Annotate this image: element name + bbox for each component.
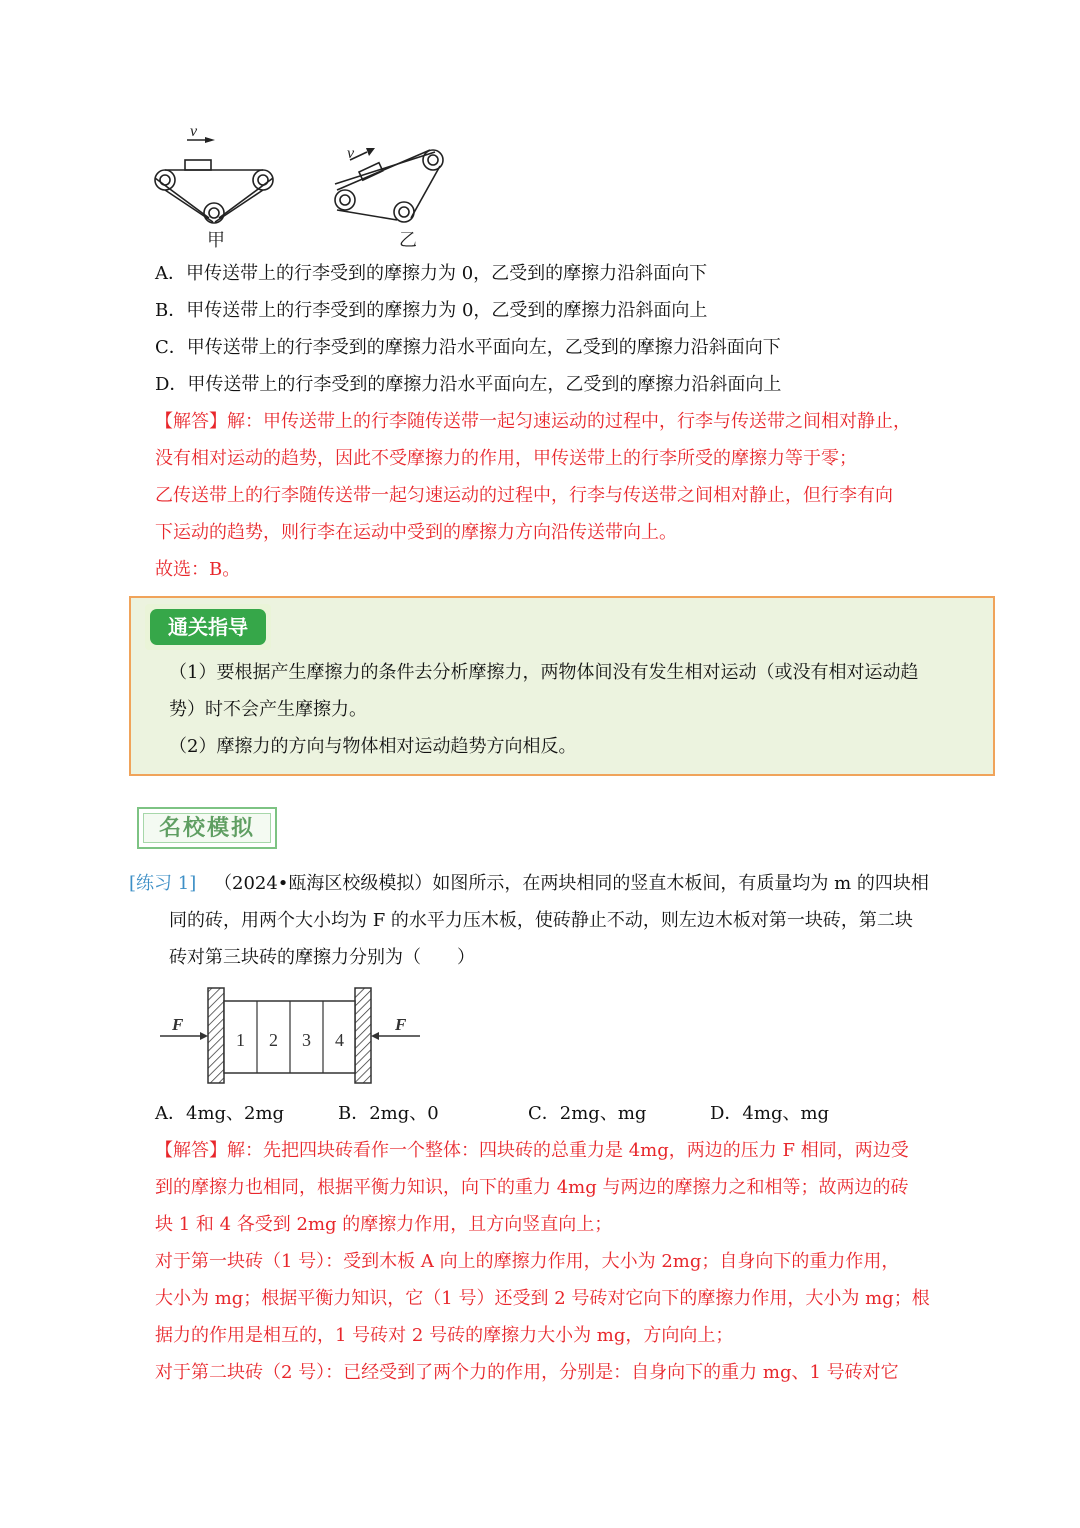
right-board — [355, 988, 371, 1083]
exercise-answer-line: 到的摩擦力也相同，根据平衡力知识，向下的重力 4mg 与两边的摩擦力之和相等；故两边的砖 — [155, 1177, 909, 1198]
option-d: D．甲传送带上的行李受到的摩擦力沿水平面向左，乙受到的摩擦力沿斜面向上 — [155, 374, 782, 395]
option-c: C．甲传送带上的行李受到的摩擦力沿水平面向左，乙受到的摩擦力沿斜面向下 — [155, 337, 781, 358]
label-jia: 甲 — [207, 230, 225, 250]
exercise-answer-line: 大小为 mg；根据平衡力知识，它（1 号）还受到 2 号砖对它向下的摩擦力作用，大小为 mg；根 — [155, 1288, 930, 1309]
exercise-option-d: D．4mg、mg — [710, 1103, 830, 1124]
exercise-answer-line: 【解答】解：先把四块砖看作一个整体：四块砖的总重力是 4mg，两边的压力 F 相同，两边受 — [155, 1140, 909, 1161]
force-right-label: F — [395, 1015, 407, 1034]
exercise-answer-line: 块 1 和 4 各受到 2mg 的摩擦力作用，且方向竖直向上； — [155, 1214, 613, 1235]
exercise-answer-line: 对于第一块砖（1 号）：受到木板 A 向上的摩擦力作用，大小为 2mg；自身向下的重力作用， — [155, 1251, 900, 1272]
conveyor-horizontal — [155, 137, 273, 223]
brick-label: 1 — [236, 1030, 245, 1050]
guide-line: （2）摩擦力的方向与物体相对运动趋势方向相反。 — [169, 736, 577, 757]
brick-label: 2 — [269, 1030, 278, 1050]
exercise-answer-line: 对于第二块砖（2 号）：已经受到了两个力的作用，分别是：自身向下的重力 mg、1 号砖对它 — [155, 1362, 899, 1383]
section-tag — [137, 807, 277, 849]
exercise-option-b: B．2mg、0 — [338, 1103, 439, 1124]
guide-tag — [145, 604, 271, 650]
answer-line: 下运动的趋势，则行李在运动中受到的摩擦力方向沿传送带向上。 — [155, 522, 677, 543]
left-board — [208, 988, 224, 1083]
exercise-option-c: C．2mg、mg — [528, 1103, 647, 1124]
brick-label: 3 — [302, 1030, 311, 1050]
answer-line: 没有相对运动的趋势，因此不受摩擦力的作用，甲传送带上的行李所受的摩擦力等于零； — [155, 448, 857, 469]
exercise-line: 砖对第三块砖的摩擦力分别为（ ） — [169, 947, 475, 968]
brick-label: 4 — [335, 1030, 344, 1050]
guide-line: （1）要根据产生摩擦力的条件去分析摩擦力，两物体间没有发生相对运动（或没有相对运动趋 — [169, 662, 919, 683]
guide-box — [129, 596, 995, 776]
conveyor-figure — [145, 120, 465, 250]
answer-line: 【解答】解：甲传送带上的行李随传送带一起匀速运动的过程中，行李与传送带之间相对静止， — [155, 411, 911, 432]
exercise-line: 同的砖，用两个大小均为 F 的水平力压木板，使砖静止不动，则左边木板对第一块砖，第二块 — [169, 910, 913, 931]
answer-line: 乙传送带上的行李随传送带一起匀速运动的过程中，行李与传送带之间相对静止，但行李有向 — [155, 485, 893, 506]
exercise-answer-line: 据力的作用是相互的，1 号砖对 2 号砖的摩擦力大小为 mg，方向向上； — [155, 1325, 734, 1346]
velocity-symbol-right: v — [347, 145, 355, 162]
exercise-option-a: A．4mg、2mg — [155, 1103, 285, 1124]
answer-line: 故选：B。 — [155, 559, 241, 580]
exercise-tag: [练习 1] — [129, 873, 197, 894]
guide-line: 势）时不会产生摩擦力。 — [169, 699, 367, 720]
bricks-figure — [155, 985, 425, 1087]
force-left-label: F — [172, 1015, 184, 1034]
section-tag-label: 名校模拟 — [143, 813, 271, 843]
exercise-line: （2024•瓯海区校级模拟）如图所示，在两块相同的竖直木板间，有质量均为 m 的四块相 — [214, 873, 929, 894]
velocity-symbol-left: v — [190, 123, 198, 140]
label-yi: 乙 — [399, 230, 417, 250]
option-b: B．甲传送带上的行李受到的摩擦力为 0，乙受到的摩擦力沿斜面向上 — [155, 300, 708, 321]
guide-tag-label: 通关指导 — [150, 609, 266, 645]
option-a: A．甲传送带上的行李受到的摩擦力为 0，乙受到的摩擦力沿斜面向下 — [155, 263, 708, 284]
